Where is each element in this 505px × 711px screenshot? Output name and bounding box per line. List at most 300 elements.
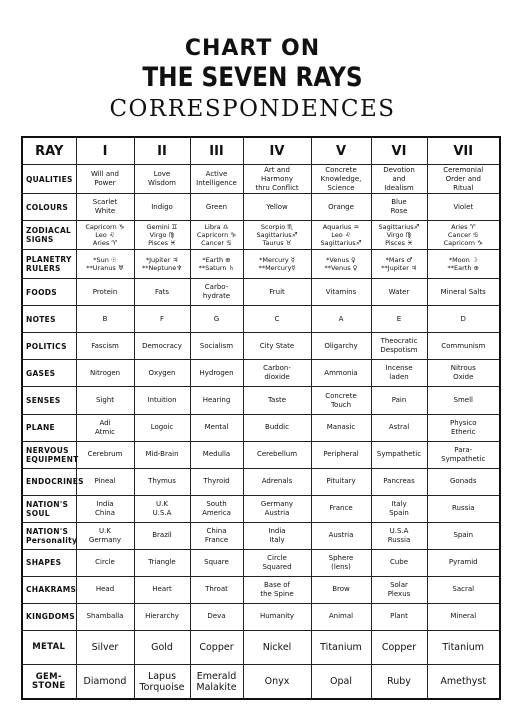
table-cell	[134, 603, 190, 630]
table-cell	[190, 360, 243, 387]
cell-text: Sphere	[328, 553, 354, 562]
cell-text: Solar	[390, 580, 408, 589]
table-cell	[243, 250, 311, 279]
table-cell	[427, 441, 500, 468]
table-cell	[427, 576, 500, 603]
chart-title-line2: THE SEVEN RAYS	[142, 62, 363, 93]
cell-text: Silver	[91, 641, 119, 653]
table-row	[22, 279, 500, 306]
cell-text: Cancer ♋	[201, 239, 232, 248]
table-cell	[427, 165, 500, 194]
table-cell	[243, 279, 311, 306]
row-label	[22, 194, 76, 221]
row-label	[22, 414, 76, 441]
cell-text: Power	[94, 179, 116, 188]
cell-text: Fascism	[91, 341, 119, 350]
cell-text: Copper	[199, 641, 234, 653]
table-cell	[76, 387, 134, 414]
cell-text: Deva	[207, 612, 226, 621]
table-cell	[76, 194, 134, 221]
cell-text: Smell	[453, 396, 473, 404]
row-label-line: NOTES	[26, 314, 56, 324]
cell-text: Love	[153, 170, 171, 179]
cell-text: Concrete	[325, 165, 357, 174]
cell-text: White	[94, 207, 116, 216]
cell-text: Art and	[264, 165, 290, 174]
table-cell	[371, 414, 427, 441]
cell-text: Concrete	[325, 391, 357, 400]
table-cell	[76, 250, 134, 279]
table-cell	[134, 221, 190, 250]
cell-text: Oligarchy	[324, 341, 358, 350]
cell-text: Fats	[154, 287, 170, 296]
table-cell	[190, 306, 243, 333]
cell-text: *Earth ⊕	[202, 256, 231, 265]
cell-text: Ruby	[387, 676, 411, 688]
table-cell	[243, 549, 311, 576]
cell-text: Sympathetic	[441, 454, 486, 463]
cell-text: *Mars ♂	[385, 256, 413, 265]
cell-text: Malakite	[196, 681, 237, 693]
table-cell	[134, 414, 190, 441]
row-label	[22, 279, 76, 306]
cell-text: Wisdom	[148, 179, 176, 188]
cell-text: Mid-Brain	[145, 450, 179, 459]
table-cell	[134, 665, 190, 699]
cell-text: Socialism	[199, 341, 234, 350]
cell-text: Cerebellum	[256, 450, 298, 459]
table-cell	[243, 360, 311, 387]
cell-text: China	[95, 508, 115, 517]
table-cell	[311, 495, 371, 522]
cell-text: India	[268, 526, 286, 535]
cell-text: Throat	[205, 585, 228, 594]
row-label-line: CHAKRAMS	[26, 585, 77, 595]
row-label	[22, 522, 76, 549]
table-cell	[371, 194, 427, 221]
cell-text: Brow	[332, 585, 350, 594]
cell-text: Intuition	[147, 396, 177, 404]
header-ray-4: IV	[243, 137, 311, 165]
row-label-line: METAL	[32, 641, 66, 652]
table-cell	[190, 165, 243, 194]
cell-text: Nitrous	[450, 364, 476, 373]
cell-text: hydrate	[202, 292, 231, 301]
cell-text: Russia	[451, 504, 475, 513]
row-label-line: FOODS	[26, 287, 58, 297]
cell-text: U.K	[99, 526, 111, 535]
row-label	[22, 441, 79, 468]
table-cell	[427, 630, 500, 664]
cell-text: Vitamins	[325, 287, 357, 296]
table-cell	[243, 522, 311, 549]
table-cell	[243, 387, 311, 414]
cell-text: Spain	[389, 508, 409, 517]
table-row	[22, 333, 500, 360]
table-cell	[371, 495, 427, 522]
cell-text: **Venus ♀	[324, 264, 358, 273]
table-cell	[371, 468, 427, 495]
cell-text: Communism	[441, 341, 486, 350]
cell-text: Titanium	[320, 641, 362, 653]
cell-text: Ammonia	[324, 368, 358, 377]
row-label-line: KINGDOMS	[26, 612, 75, 622]
row-label	[22, 360, 76, 387]
cell-text: Mental	[204, 423, 229, 432]
cell-text: Touch	[330, 400, 352, 409]
cell-text: **Saturn ♄	[198, 264, 235, 273]
table-cell	[371, 165, 427, 194]
cell-text: Intelligence	[196, 179, 237, 188]
table-cell	[134, 360, 190, 387]
table-cell	[427, 522, 500, 549]
cell-text: Carbon-	[263, 364, 291, 373]
cell-text: India	[96, 499, 114, 508]
cell-text: Violet	[453, 202, 474, 211]
table-cell	[190, 387, 243, 414]
cell-text: Sagittarius♐	[378, 223, 420, 232]
table-cell	[311, 333, 371, 360]
table-cell	[311, 306, 371, 333]
cell-text: South	[206, 499, 227, 508]
table-cell	[311, 387, 371, 414]
cell-text: Square	[204, 558, 229, 567]
cell-text: Humanity	[259, 612, 295, 621]
table-cell	[371, 250, 427, 279]
table-cell	[76, 495, 134, 522]
table-cell	[311, 221, 371, 250]
table-cell	[76, 576, 134, 603]
cell-text: Virgo ♍	[386, 231, 412, 240]
cell-text: Medulla	[202, 450, 231, 459]
table-cell	[427, 333, 500, 360]
table-cell	[371, 221, 427, 250]
cell-text: France	[204, 535, 229, 544]
table-cell	[134, 441, 190, 468]
table-cell	[243, 165, 311, 194]
table-row	[22, 549, 500, 576]
cell-text: Despotism	[380, 346, 418, 355]
cell-text: G	[213, 314, 220, 323]
table-cell	[76, 603, 134, 630]
table-cell	[134, 630, 190, 664]
header-ray-5: V	[311, 137, 371, 165]
cell-text: Amethyst	[440, 676, 487, 688]
table-cell	[371, 279, 427, 306]
table-cell	[371, 306, 427, 333]
table-cell	[76, 279, 134, 306]
header-ray-1: I	[76, 137, 134, 165]
cell-text: Idealism	[384, 183, 414, 192]
cell-text: Emerald	[196, 670, 237, 682]
row-label	[22, 306, 76, 333]
cell-text: thru Conflict	[255, 183, 299, 192]
row-label	[22, 576, 76, 603]
table-row	[22, 495, 500, 522]
cell-text: Opal	[330, 676, 352, 688]
row-label	[22, 250, 76, 279]
table-cell	[190, 279, 243, 306]
row-label	[22, 468, 84, 495]
cell-text: Taurus ♉	[262, 239, 292, 248]
cell-text: Protein	[92, 287, 118, 296]
cell-text: Animal	[328, 612, 354, 621]
cell-text: Scorpio ♏	[260, 223, 294, 232]
table-cell	[311, 468, 371, 495]
cell-text: C	[274, 314, 280, 323]
cell-text: *Moon ☽	[448, 256, 478, 265]
cell-text: Capricorn ♑	[196, 231, 237, 240]
cell-text: Hierarchy	[145, 612, 179, 621]
row-label-line: EQUIPMENT	[26, 454, 79, 464]
cell-text: Cube	[389, 558, 409, 567]
table-cell	[427, 194, 500, 221]
table-row	[22, 630, 500, 664]
cell-text: **Earth ⊕	[447, 264, 479, 273]
row-label-line: QUALITIES	[26, 174, 73, 184]
table-cell	[311, 549, 371, 576]
table-row	[22, 194, 500, 221]
cell-text: Sympathetic	[376, 450, 422, 459]
cell-text: Pancreas	[383, 477, 415, 486]
table-cell	[134, 468, 190, 495]
row-label-line: SHAPES	[26, 558, 62, 568]
cell-text: Capricorn ♑	[85, 223, 125, 232]
row-label-line: ENDOCRINES	[26, 477, 84, 487]
cell-text: Astral	[388, 423, 410, 432]
row-label-line: PLANE	[26, 423, 55, 433]
cell-text: Etheric	[450, 427, 476, 436]
cell-text: City State	[259, 341, 295, 350]
table-cell	[371, 549, 427, 576]
table-cell	[243, 306, 311, 333]
cell-text: Adi	[99, 418, 111, 427]
row-label-line: COLOURS	[26, 202, 69, 212]
cell-text: Copper	[381, 641, 417, 653]
table-cell	[311, 441, 371, 468]
table-cell	[371, 441, 427, 468]
header-ray: RAY	[22, 137, 76, 165]
cell-text: B	[102, 314, 108, 323]
header-ray-2: II	[134, 137, 190, 165]
row-label	[22, 495, 76, 522]
cell-text: Gemini ♊	[146, 223, 178, 232]
table-cell	[427, 495, 500, 522]
cell-text: Buddic	[265, 423, 289, 432]
cell-text: Carbo-	[204, 283, 229, 292]
cell-text: Lapus	[147, 670, 177, 682]
table-cell	[311, 414, 371, 441]
table-cell	[76, 414, 134, 441]
table-cell	[190, 630, 243, 664]
table-cell	[76, 306, 134, 333]
row-label	[22, 665, 76, 699]
row-label	[22, 221, 76, 250]
cell-text: Squared	[262, 562, 292, 571]
cell-text: Logoic	[150, 423, 174, 432]
cell-text: *Mercury ☿	[259, 256, 295, 265]
cell-text: Pyramid	[448, 558, 478, 567]
row-label-line: ZODIACAL	[26, 226, 72, 236]
table-header-row	[22, 137, 500, 165]
cell-text: Hearing	[202, 396, 231, 404]
cell-text: Aries ♈	[451, 223, 476, 232]
cell-text: Theocratic	[380, 337, 418, 346]
cell-text: Knowledge,	[320, 174, 362, 183]
cell-text: Yellow	[266, 202, 288, 211]
cell-text: A	[338, 314, 344, 323]
cell-text: Orange	[328, 202, 354, 211]
table-cell	[427, 603, 500, 630]
cell-text: U.S.A	[152, 508, 172, 517]
chart-title-line3: CORRESPONDENCES	[109, 96, 396, 122]
cell-text: Water	[388, 287, 410, 296]
cell-text: China	[206, 526, 227, 535]
table-cell	[371, 630, 427, 664]
cell-text: Manasic	[326, 423, 356, 432]
row-label	[22, 165, 76, 194]
table-cell	[76, 333, 134, 360]
table-cell	[134, 250, 190, 279]
cell-text: Fruit	[269, 287, 285, 296]
cell-text: F	[159, 314, 165, 323]
table-cell	[427, 387, 500, 414]
table-cell	[243, 665, 311, 699]
table-cell	[311, 665, 371, 699]
table-cell	[134, 576, 190, 603]
table-cell	[427, 221, 500, 250]
table-cell	[190, 603, 243, 630]
chart-title-line1: CHART ON	[184, 36, 321, 61]
table-row	[22, 221, 500, 250]
cell-text: Aries ♈	[92, 239, 118, 248]
cell-text: Russia	[387, 535, 411, 544]
cell-text: **Neptune♆	[141, 264, 183, 273]
header-ray-7: VII	[427, 137, 500, 165]
cell-text: Head	[95, 585, 115, 594]
table-cell	[76, 665, 134, 699]
table-cell	[243, 194, 311, 221]
row-label-line: STONE	[31, 680, 66, 691]
cell-text: Base of	[263, 580, 291, 589]
cell-text: Titanium	[442, 641, 485, 653]
table-cell	[311, 630, 371, 664]
row-label-line: SIGNS	[26, 235, 54, 245]
cell-text: Hydrogen	[199, 368, 234, 377]
row-label	[22, 603, 76, 630]
cell-text: *Venus ♀	[326, 256, 356, 265]
cell-text: Ritual	[453, 183, 474, 192]
cell-text: Will and	[91, 170, 119, 179]
table-cell	[76, 468, 134, 495]
table-cell	[427, 414, 500, 441]
table-row	[22, 441, 500, 468]
table-cell	[134, 549, 190, 576]
table-cell	[371, 333, 427, 360]
table-cell	[371, 387, 427, 414]
row-label-line: GASES	[26, 368, 56, 378]
table-cell	[190, 441, 243, 468]
table-row	[22, 414, 500, 441]
table-cell	[190, 522, 243, 549]
cell-text: America	[202, 508, 231, 517]
table-cell	[427, 360, 500, 387]
cell-text: Heart	[152, 585, 172, 594]
cell-text: Green	[205, 202, 228, 211]
table-cell	[190, 549, 243, 576]
cell-text: Libra ♎	[204, 223, 229, 232]
table-cell	[76, 165, 134, 194]
cell-text: Gonads	[449, 477, 477, 486]
header-ray-6: VI	[371, 137, 427, 165]
row-label	[22, 630, 76, 664]
cell-text: Pituitary	[326, 477, 356, 486]
table-cell	[76, 522, 134, 549]
table-cell	[76, 360, 134, 387]
table-cell	[243, 414, 311, 441]
table-cell	[427, 306, 500, 333]
cell-text: Oxide	[453, 373, 474, 382]
table-cell	[76, 549, 134, 576]
row-label	[22, 387, 76, 414]
cell-text: Italy	[269, 535, 285, 544]
cell-text: Pisces ♓	[148, 239, 176, 248]
cell-text: **Mercury☿	[258, 264, 296, 273]
table-cell	[190, 576, 243, 603]
table-cell	[76, 630, 134, 664]
cell-text: Diamond	[83, 676, 127, 688]
cell-text: D	[460, 314, 466, 323]
cell-text: **Jupiter ♃	[381, 264, 417, 273]
table-cell	[311, 279, 371, 306]
table-cell	[190, 194, 243, 221]
table-cell	[243, 468, 311, 495]
cell-text: Circle	[95, 558, 115, 567]
table-cell	[243, 576, 311, 603]
table-cell	[134, 495, 190, 522]
cell-text: **Uranus ♅	[86, 264, 124, 273]
table-cell	[190, 468, 243, 495]
row-label-line: POLITICS	[26, 341, 67, 351]
header-ray-3: III	[190, 137, 243, 165]
table-cell	[311, 165, 371, 194]
cell-text: Aquarius ♒	[322, 223, 360, 232]
cell-text: Nitrogen	[89, 368, 121, 377]
table-cell	[427, 468, 500, 495]
table-cell	[311, 250, 371, 279]
table-cell	[190, 250, 243, 279]
cell-text: Blue	[391, 198, 407, 207]
table-cell	[311, 360, 371, 387]
cell-text: Onyx	[264, 676, 290, 688]
cell-text: Virgo ♍	[149, 231, 175, 240]
cell-text: Science	[327, 183, 355, 192]
cell-text: Physico	[449, 418, 477, 427]
cell-text: Harmony	[261, 174, 293, 183]
cell-text: Circle	[267, 553, 287, 562]
table-row	[22, 522, 500, 549]
cell-text: Peripheral	[323, 450, 359, 459]
cell-text: U.K	[156, 499, 168, 508]
cell-text: Taste	[267, 396, 287, 404]
cell-text: Germany	[260, 499, 294, 508]
table-cell	[190, 495, 243, 522]
table-cell	[427, 549, 500, 576]
cell-text: Spain	[453, 531, 474, 540]
table-cell	[76, 221, 134, 250]
cell-text: Atmic	[94, 427, 116, 436]
cell-text: Cerebrum	[87, 450, 123, 459]
